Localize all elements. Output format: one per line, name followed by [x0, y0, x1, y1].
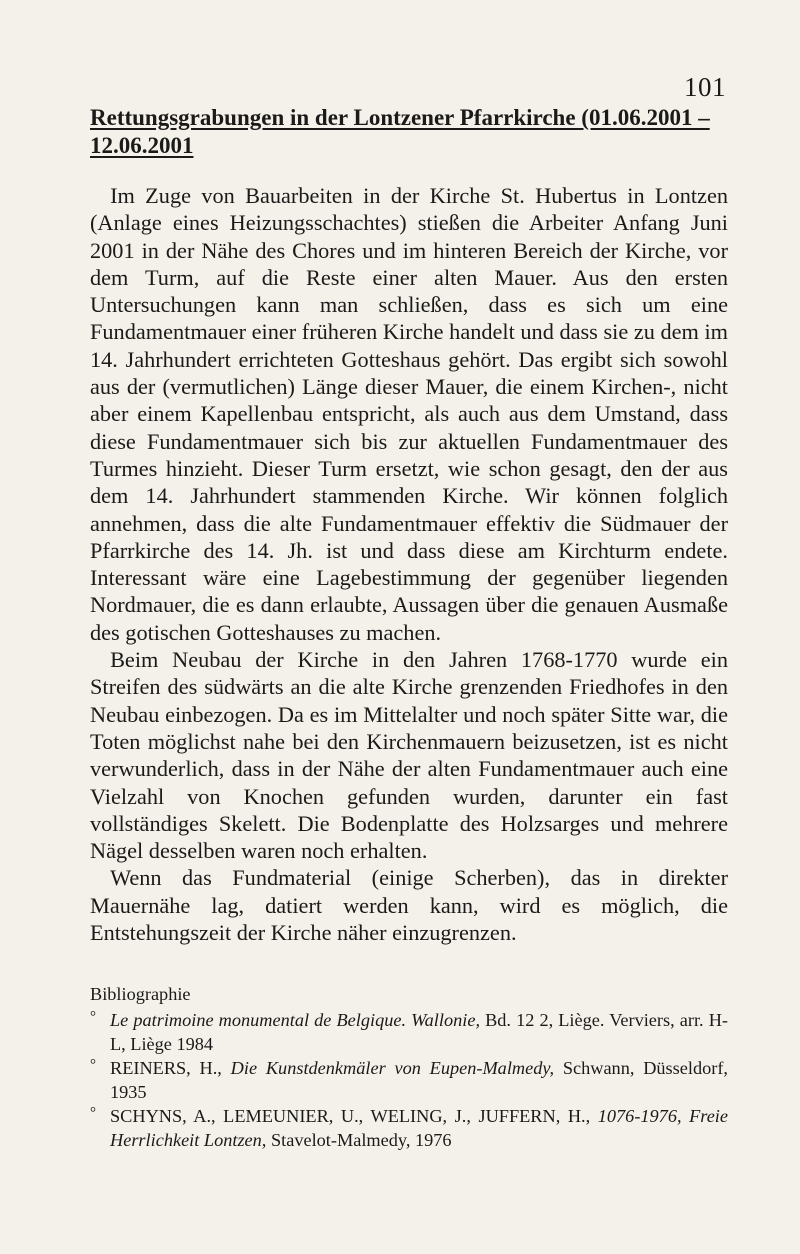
bibliography-item — [90, 1008, 728, 1056]
bibliography-item-details: Stavelot-Malmedy, 1976 — [266, 1130, 452, 1151]
body-paragraph-2: Beim Neubau der Kirche in den Jahren 1768-1770 wurde ein Streifen des südwärts an die alte Kirche grenzenden Friedhofes in den Neubau einbezogen. Da es im Mittelalter und noch später Sitte war, die Toten möglichst nahe bei den Kirchenmauern beizusetzen, ist es nicht verwunderlich, dass in der Nähe der alten Fundamentmauer auch eine Vielzahl von Knochen gefunden wurden, darunter ein fast vollständiges Skelett. Die Bodenplatte des Holzsarges und mehrere Nägel desselben waren noch erhalten. — [90, 647, 728, 864]
bibliography-item — [90, 1104, 728, 1152]
bibliography-item-author: REINERS, H., — [110, 1058, 231, 1079]
bibliography-item-title: 1076-1976, Freie Herrlichkeit Lontzen, — [110, 1106, 729, 1151]
page-number: 101 — [684, 72, 726, 102]
page-content — [90, 104, 728, 1152]
section-title: Rettungsgrabungen in der Lontzener Pfarrkirche (01.06.2001 – 12.06.2001 — [90, 105, 710, 158]
degree-bullet-icon: ° — [90, 1057, 96, 1074]
bibliography-heading: Bibliographie — [90, 984, 191, 1005]
bibliography-item-details: Bd. 12 2, Liège. Verviers, arr. H-L, Liège 1984 — [110, 1010, 728, 1055]
body-paragraph-1: Im Zuge von Bauarbeiten in der Kirche St. Hubertus in Lontzen (Anlage eines Heizungsschachtes) stießen die Arbeiter Anfang Juni 2001 in der Nähe des Chores und im hinteren Bereich der Kirche, vor dem Turm, auf die Reste einer alten Mauer. Aus den ersten Untersuchungen kann man schließen, dass es sich um eine Fundamentmauer einer früheren Kirche handelt und dass sie zu dem im 14. Jahrhundert errichteten Gotteshaus gehört. Das ergibt sich sowohl aus der (vermutlichen) Länge dieser Mauer, die einem Kirchen-, nicht aber einem Kapellenbau entspricht, als auch aus dem Umstand, dass diese Fundamentmauer sich bis zur aktuellen Fundamentmauer des Turmes hinzieht. Dieser Turm ersetzt, wie schon gesagt, den der aus dem 14. Jahrhundert stammenden Kirche. Wir können folglich annehmen, dass die alte Fundamentmauer effektiv die Südmauer der Pfarrkirche des 14. Jh. ist und dass diese am Kirchturm endete. Interessant wäre eine Lagebestimmung der gegenüber liegenden Nordmauer, die es dann erlaubte, Aussagen über die genauen Ausmaße des gotischen Gotteshauses zu machen. — [90, 183, 728, 645]
bibliography-item — [90, 1056, 728, 1104]
bibliography-item-author: SCHYNS, A., LEMEUNIER, U., WELING, J., JUFFERN, H., — [110, 1106, 598, 1127]
body-paragraph-3: Wenn das Fundmaterial (einige Scherben), das in direkter Mauernähe lag, datiert werden kann, wird es möglich, die Entstehungszeit der Kirche näher einzugrenzen. — [90, 865, 728, 946]
degree-bullet-icon: ° — [90, 1105, 96, 1122]
bibliography-item-title: Le patrimoine monumental de Belgique. Wallonie, — [110, 1010, 481, 1031]
bibliography — [90, 982, 728, 1152]
bibliography-item-title: Die Kunstdenkmäler von Eupen-Malmedy, — [230, 1058, 555, 1079]
bibliography-item-details: Schwann, Düsseldorf, 1935 — [110, 1058, 728, 1103]
bibliography-list — [90, 1008, 728, 1152]
degree-bullet-icon: ° — [90, 1009, 96, 1026]
